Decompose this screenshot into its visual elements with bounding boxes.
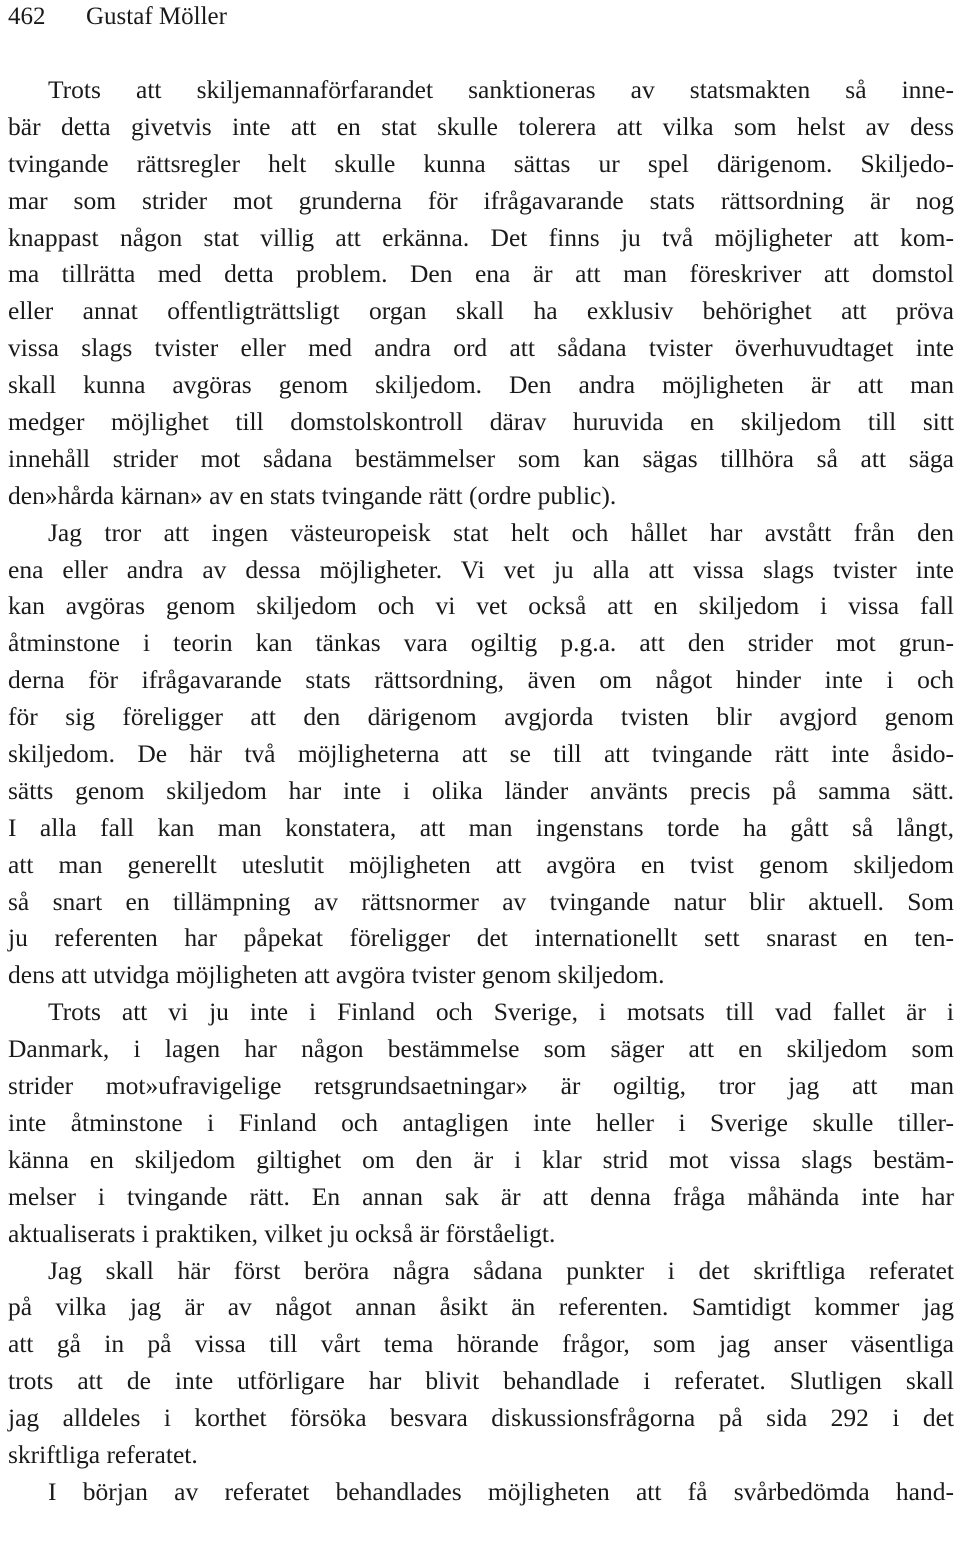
text-line: kan avgöras genom skiljedom och vi vet också att en skiljedom i vissa fall xyxy=(8,591,954,621)
text-line: inte åtminstone i Finland och antagligen inte heller i Sverige skulle tiller- xyxy=(8,1107,954,1137)
paragraph xyxy=(8,515,954,995)
text-line: för sig föreligger att den därigenom avgjorda tvisten blir avgjord genom xyxy=(8,702,954,732)
text-line: skriftliga referatet. xyxy=(8,1439,198,1469)
running-head xyxy=(8,2,227,32)
text-line: I början av referatet behandlades möjligheten att få svårbedömda hand- xyxy=(48,1476,954,1506)
text-line: dens att utvidga möjligheten att avgöra tvister genom skiljedom. xyxy=(8,960,665,990)
text-line: I alla fall kan man konstatera, att man ingenstans torde ha gått så långt, xyxy=(8,812,954,842)
text-line: så snart en tillämpning av rättsnormer av tvingande natur blir aktuell. Som xyxy=(8,886,954,916)
text-line: att man generellt uteslutit möjligheten att avgöra en tvist genom skiljedom xyxy=(8,849,954,879)
text-line: Trots att skiljemannaförfarandet sanktioneras av statsmakten så inne- xyxy=(48,75,954,104)
text-line: strider mot»ufravigelige retsgrundsaetningar» är ogiltig, tror jag att man xyxy=(8,1071,954,1101)
text-line: trots att de inte utförligare har blivit behandlade i referatet. Slutligen skall xyxy=(8,1366,954,1396)
text-line: eller annat offentligträttsligt organ skall ha exklusiv behörighet att pröva xyxy=(8,296,954,326)
text-line: melser i tvingande rätt. En annan sak är att denna fråga måhända inte har xyxy=(8,1181,954,1211)
text-line: sätts genom skiljedom har inte i olika länder använts precis på samma sätt. xyxy=(8,775,954,805)
text-line: ma tillrätta med detta problem. Den ena är att man föreskriver att domstol xyxy=(8,259,954,289)
text-line: den»hårda kärnan» av en stats tvingande rätt (ordre public). xyxy=(8,480,617,510)
text-line: medger möjlighet till domstolskontroll därav huruvida en skiljedom till sitt xyxy=(8,407,954,437)
text-line: Jag skall här först beröra några sådana punkter i det skriftliga referatet xyxy=(48,1255,954,1285)
text-line: mar som strider mot grunderna för ifrågavarande stats rättsordning är nog xyxy=(8,185,954,215)
text-line: bär detta givetvis inte att en stat skulle tolerera att vilka som helst av dess xyxy=(8,111,954,141)
text-line: åtminstone i teorin kan tänkas vara ogiltig p.g.a. att den strider mot grun- xyxy=(8,628,954,658)
text-line: att gå in på vissa till vårt tema hörande frågor, som jag anser väsentliga xyxy=(8,1329,954,1359)
running-head-author: Gustaf Möller xyxy=(86,3,227,30)
paragraph xyxy=(8,72,954,515)
text-line: jag alldeles i korthet försöka besvara diskussionsfrågorna på sida 292 i det xyxy=(8,1403,954,1433)
text-line: ju referenten har påpekat föreligger det internationellt sett snarast en ten- xyxy=(8,923,954,953)
paragraph xyxy=(8,1253,954,1474)
text-line: knappast någon stat villig att erkänna. Det finns ju två möjligheter att kom- xyxy=(8,222,954,252)
paragraph xyxy=(8,1474,954,1511)
text-line: på vilka jag är av något annan åsikt än referenten. Samtidigt kommer jag xyxy=(8,1292,954,1322)
text-line: vissa slags tvister eller med andra ord att sådana tvister överhuvudtaget inte xyxy=(8,333,954,363)
paragraph xyxy=(8,994,954,1252)
text-line: känna en skiljedom giltighet om den är i klar strid mot vissa slags bestäm- xyxy=(8,1144,954,1174)
text-line: Jag tror att ingen västeuropeisk stat helt och hållet har avstått från den xyxy=(48,517,954,547)
text-line: Trots att vi ju inte i Finland och Sverige, i motsats till vad fallet är i xyxy=(48,997,954,1027)
text-line: Danmark, i lagen har någon bestämmelse som säger att en skiljedom som xyxy=(8,1034,954,1064)
text-line: aktualiserats i praktiken, vilket ju också är förståeligt. xyxy=(8,1218,556,1248)
text-line: ena eller andra av dessa möjligheter. Vi vet ju alla att vissa slags tvister inte xyxy=(8,554,954,584)
text-line: skall kunna avgöras genom skiljedom. Den andra möjligheten är att man xyxy=(8,370,954,400)
page-number: 462 xyxy=(8,3,46,30)
text-line: innehåll strider mot sådana bestämmelser som kan sägas tillhöra så att säga xyxy=(8,443,954,473)
text-line: derna för ifrågavarande stats rättsordning, även om något hinder inte i och xyxy=(8,665,954,695)
text-line: skiljedom. De här två möjligheterna att se till att tvingande rätt inte åsido- xyxy=(8,739,954,769)
body-text xyxy=(8,72,954,1511)
text-line: tvingande rättsregler helt skulle kunna sättas ur spel därigenom. Skiljedo- xyxy=(8,148,954,178)
